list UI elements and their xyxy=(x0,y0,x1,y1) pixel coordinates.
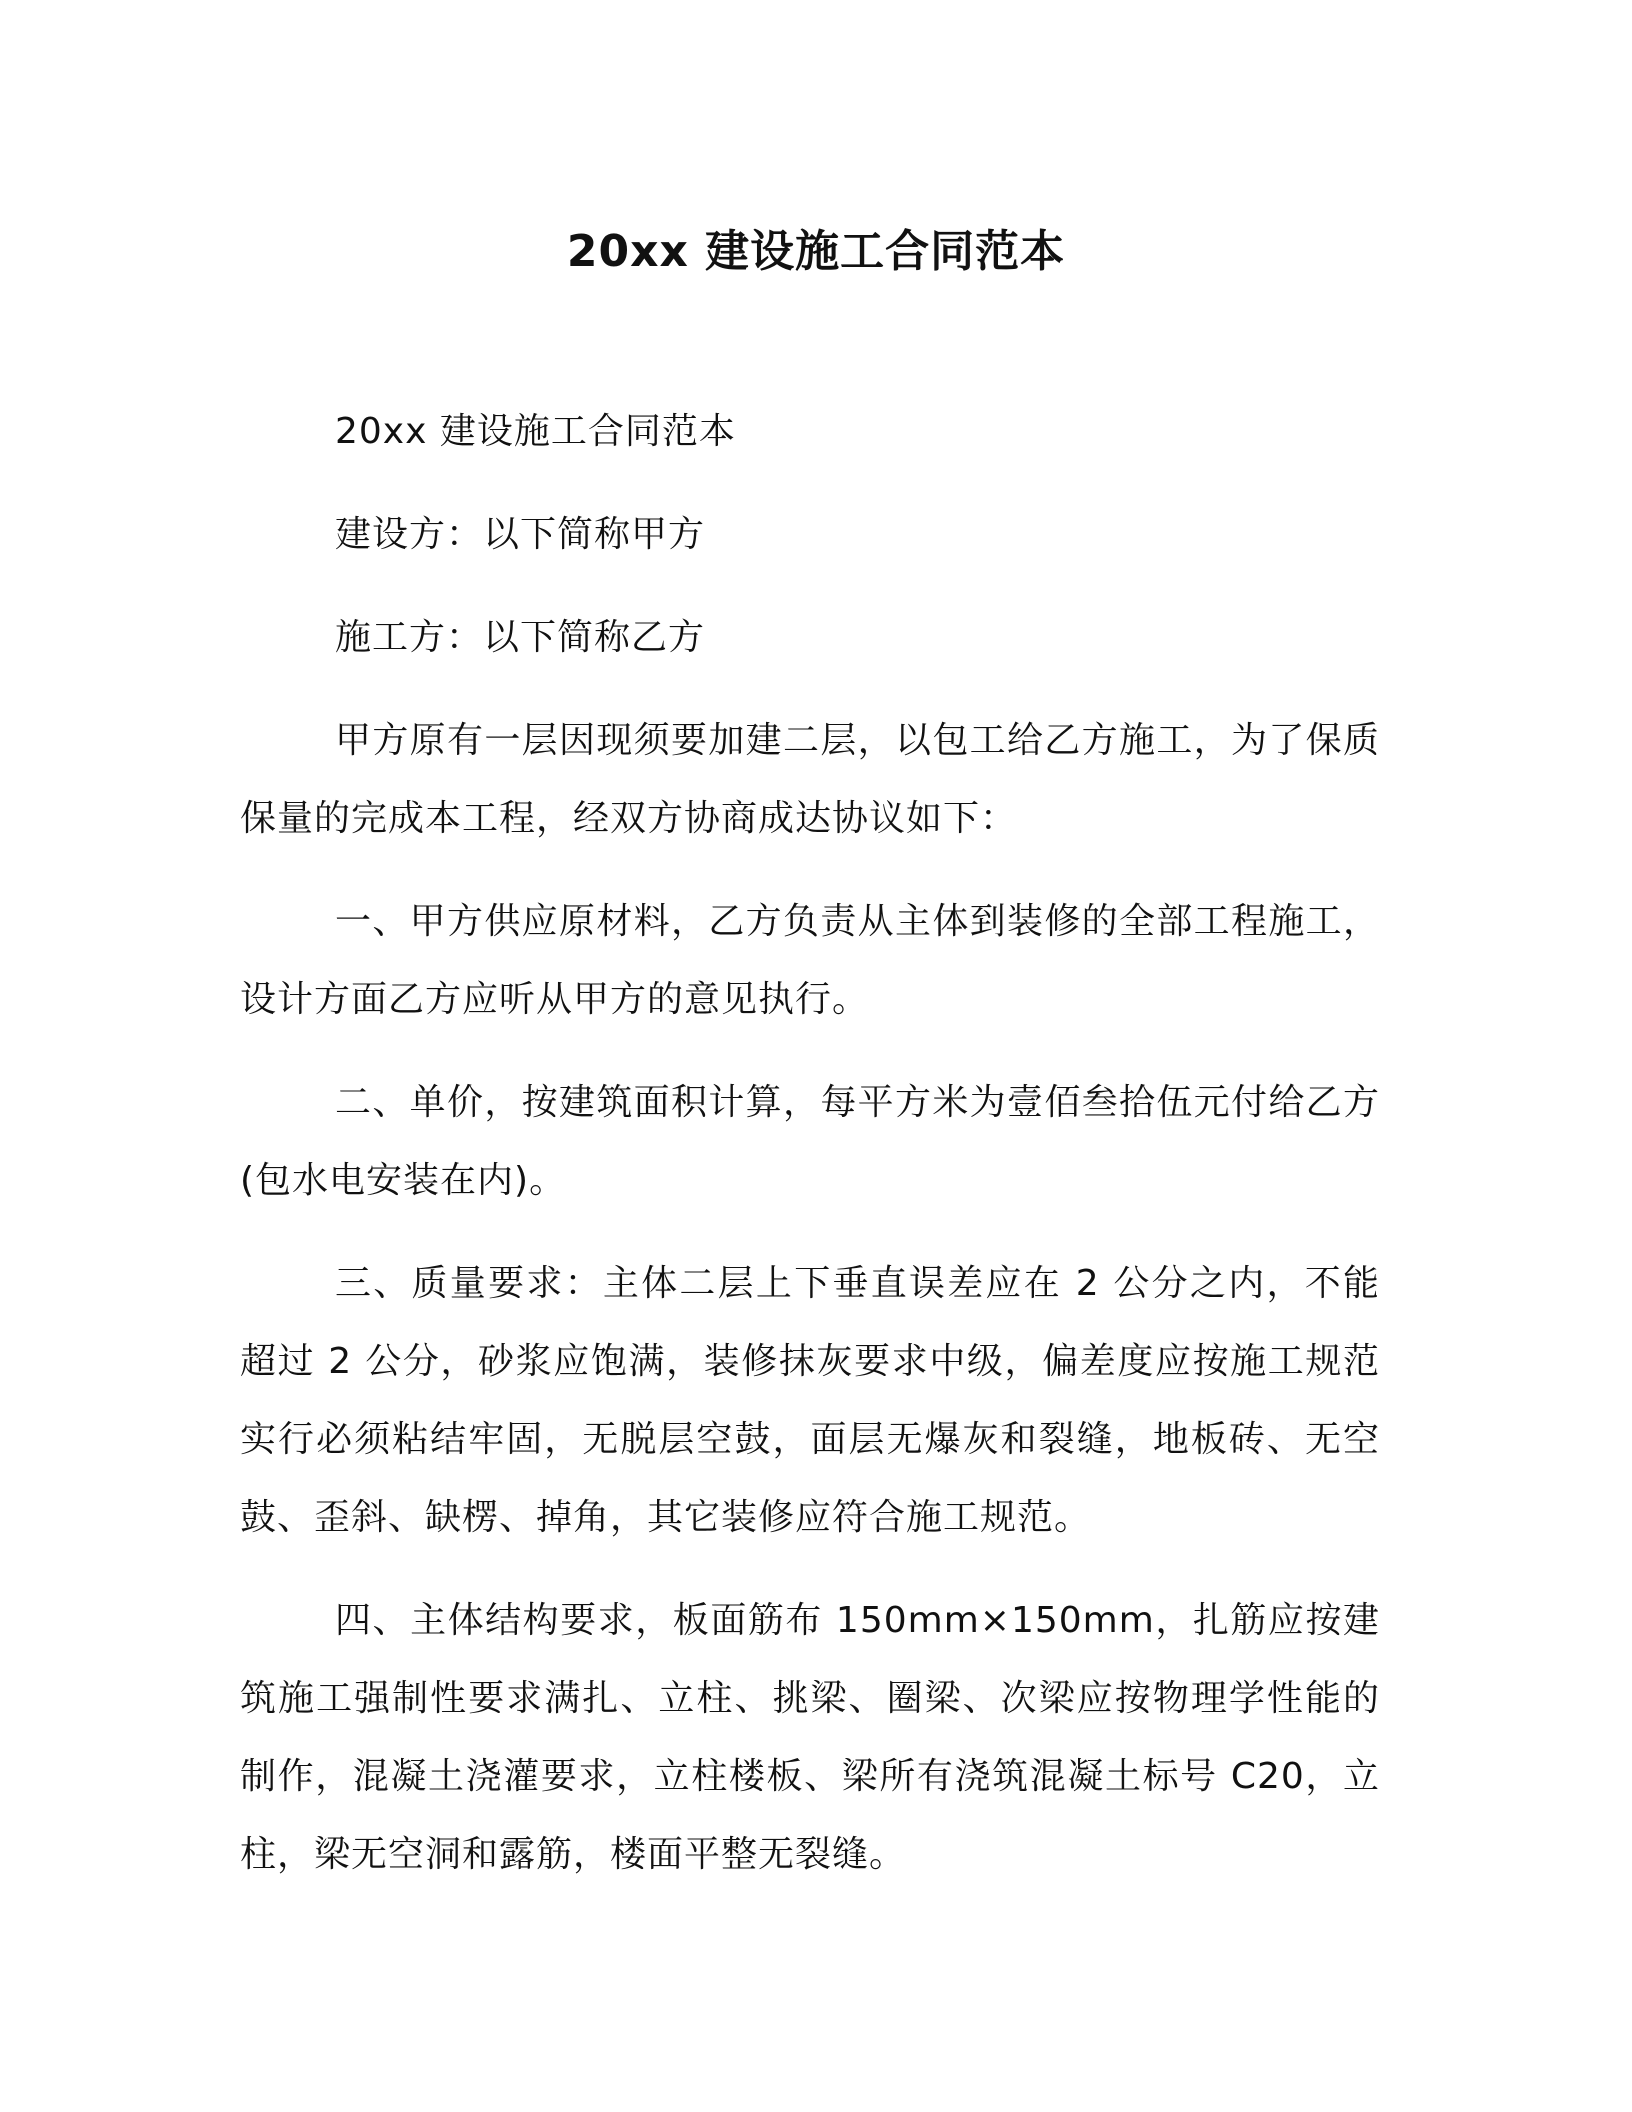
paragraph-clause-4: 四、主体结构要求，板面筋布 150mm×150mm，扎筋应按建筑施工强制性要求满扎、立柱、挑梁、圈梁、次梁应按物理学性能的制作，混凝土浇灌要求，立柱楼板、梁所有浇筑混凝土标号 C20，立柱，梁无空洞和露筋，楼面平整无裂缝。 xyxy=(240,1600,1380,1875)
paragraph-subtitle: 20xx 建设施工合同范本 xyxy=(335,411,736,452)
document-body xyxy=(240,393,1380,1894)
paragraph-party-a: 建设方：以下简称甲方 xyxy=(335,514,706,555)
paragraph-clause-3: 三、质量要求：主体二层上下垂直误差应在 2 公分之内，不能超过 2 公分，砂浆应饱满，装修抹灰要求中级，偏差度应按施工规范实行必须粘结牢固，无脱层空鼓，面层无爆灰和裂缝，地板砖、无空鼓、歪斜、缺楞、掉角，其它装修应符合施工规范。 xyxy=(240,1263,1380,1538)
document-title: 20xx 建设施工合同范本 xyxy=(566,226,1066,277)
paragraph-clause-1: 一、甲方供应原材料，乙方负责从主体到装修的全部工程施工，设计方面乙方应听从甲方的意见执行。 xyxy=(240,901,1380,1020)
paragraph-party-b: 施工方：以下简称乙方 xyxy=(335,617,706,658)
paragraph-clause-2: 二、单价，按建筑面积计算，每平方米为壹佰叁拾伍元付给乙方(包水电安装在内)。 xyxy=(240,1082,1380,1201)
paragraph-preamble: 甲方原有一层因现须要加建二层，以包工给乙方施工，为了保质保量的完成本工程，经双方协商成达协议如下： xyxy=(240,720,1380,839)
